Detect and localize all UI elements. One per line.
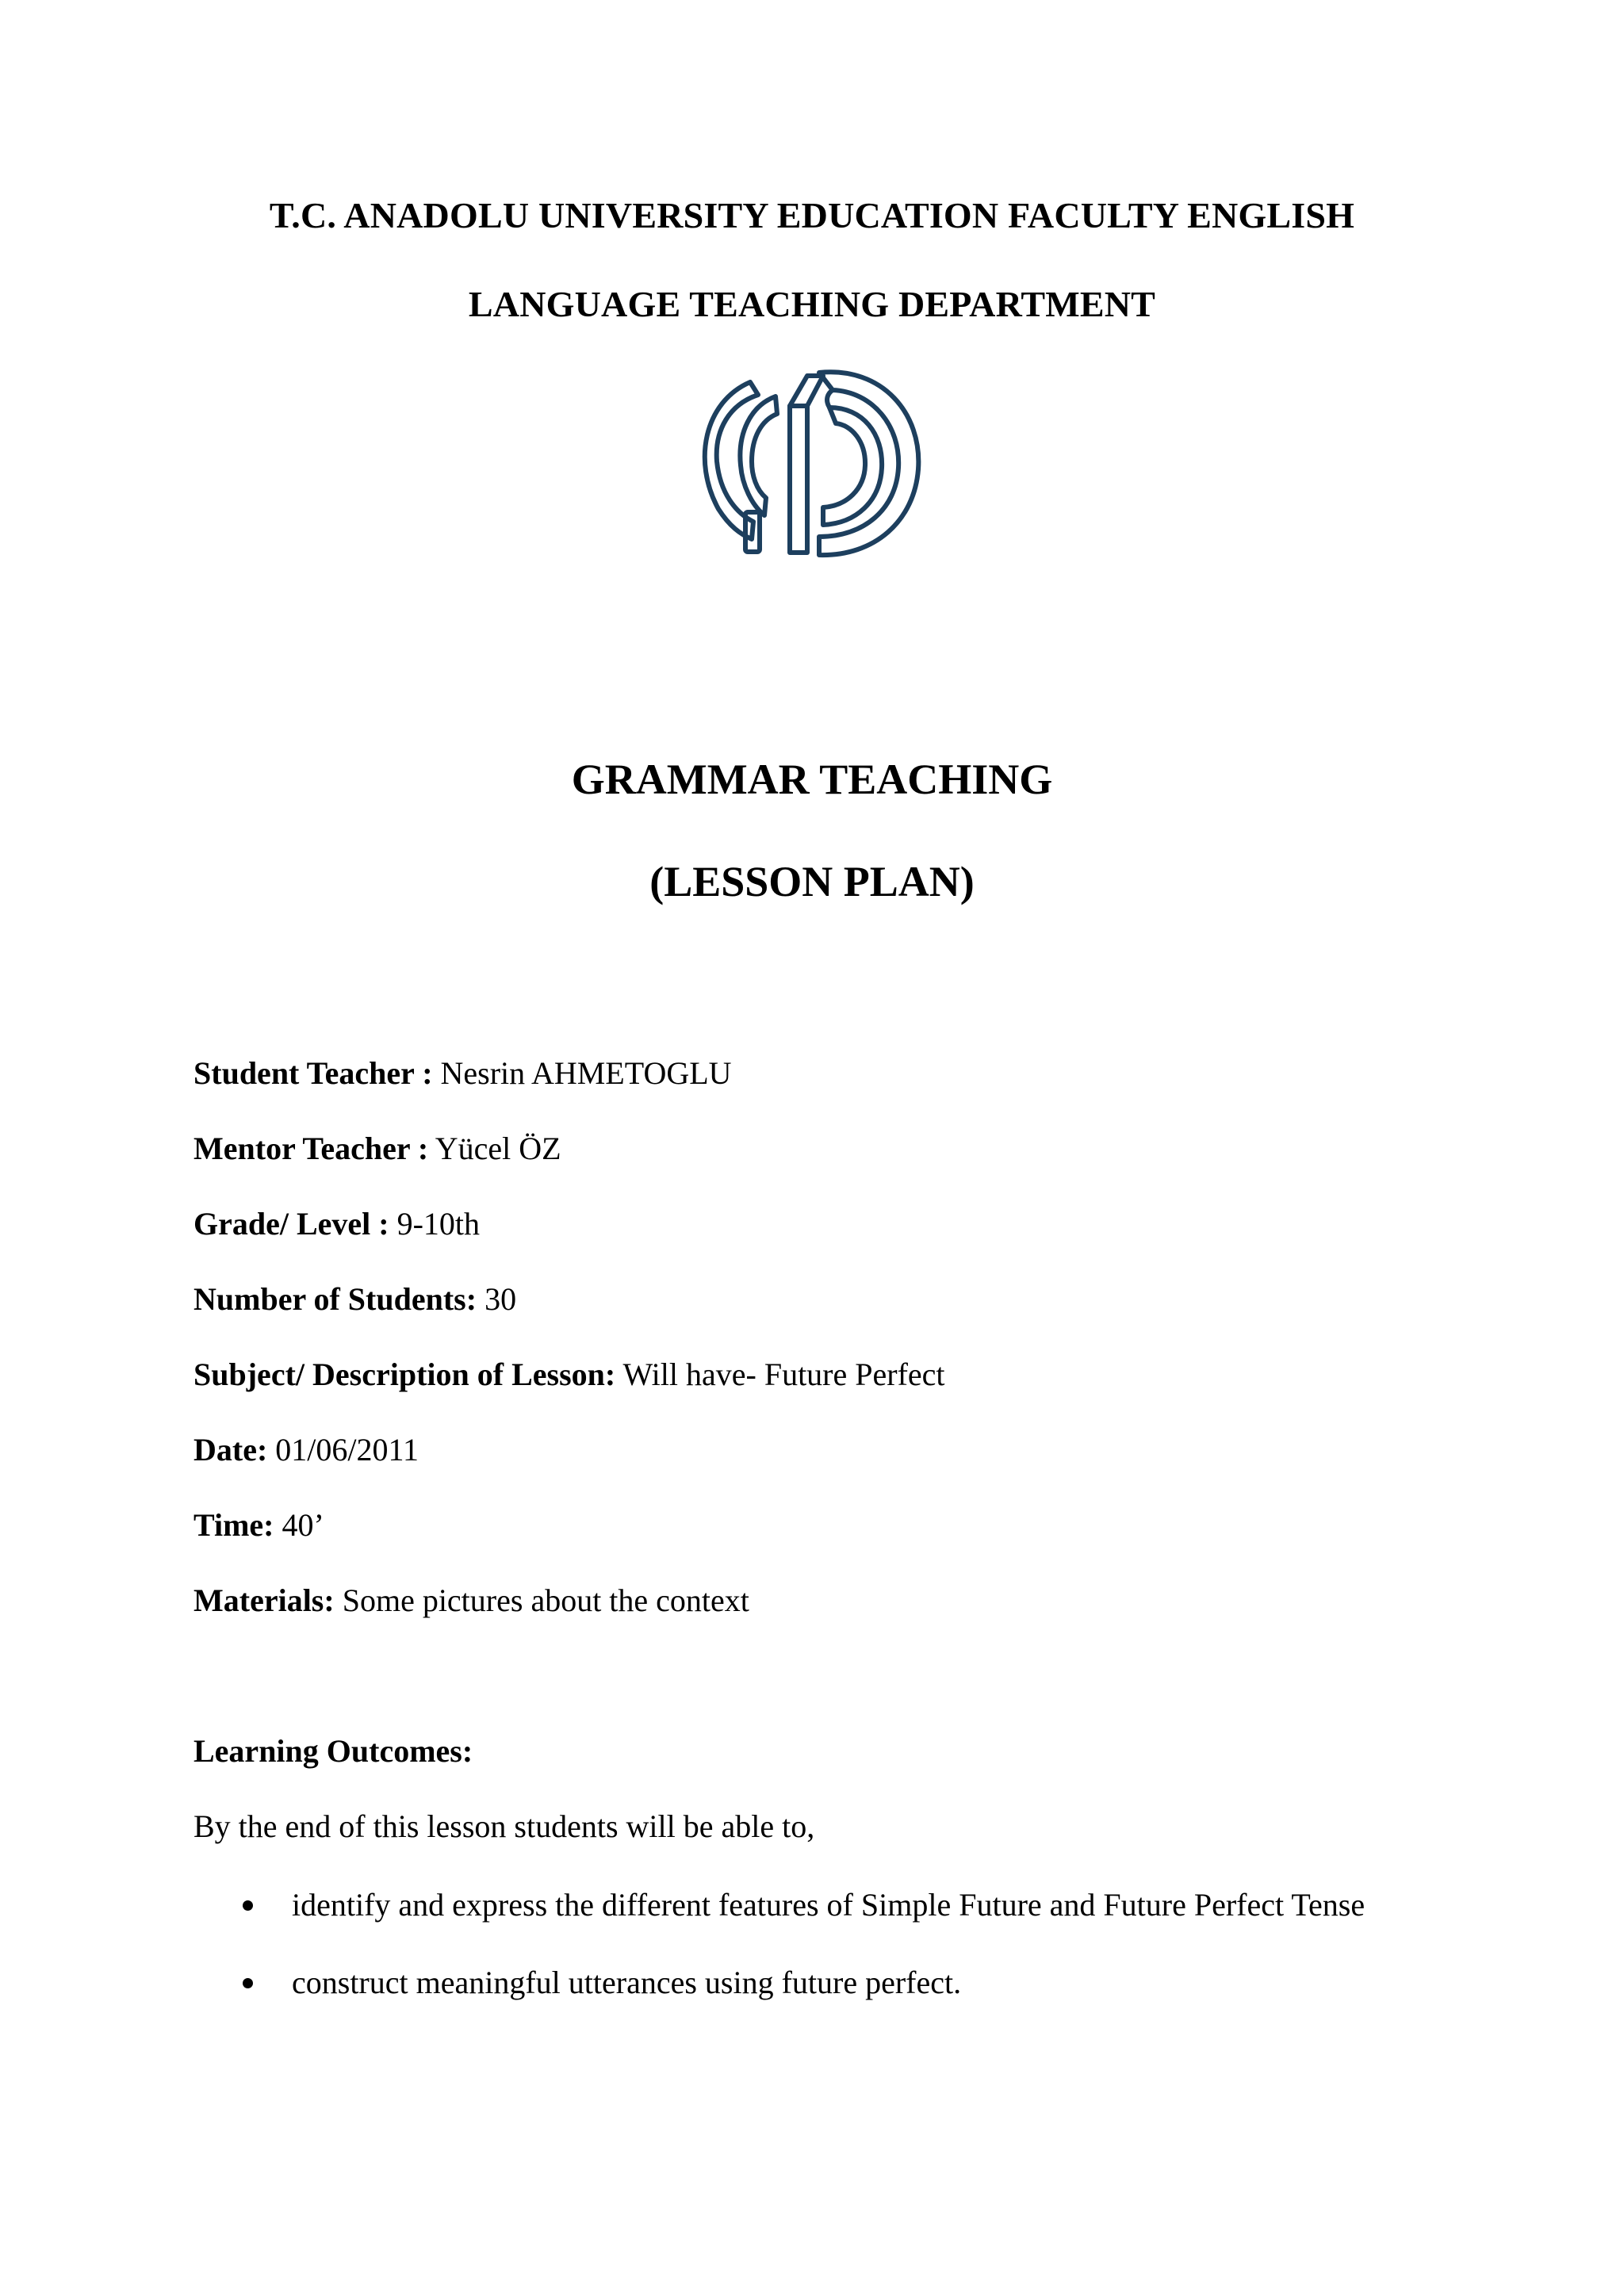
institution-header-line-1: T.C. ANADOLU UNIVERSITY EDUCATION FACULTY ENGLISH (269, 195, 1355, 235)
info-grade-level (193, 1203, 480, 1245)
info-value: Yücel ÖZ (435, 1131, 561, 1166)
info-value: 9-10th (396, 1206, 481, 1242)
info-label: Time: (193, 1507, 274, 1543)
info-student-teacher (193, 1053, 732, 1094)
info-time (193, 1505, 324, 1546)
document-title: GRAMMAR TEACHING (571, 756, 1053, 803)
institution-header-line-2: LANGUAGE TEACHING DEPARTMENT (468, 284, 1156, 324)
info-value: Will have- Future Perfect (622, 1357, 945, 1392)
info-label: Materials: (193, 1582, 335, 1618)
info-materials (193, 1580, 749, 1621)
info-subject (193, 1354, 945, 1395)
list-item-text: identify and express the different features of Simple Future and Future Perfect Tense (292, 1887, 1365, 1923)
info-label: Subject/ Description of Lesson: (193, 1357, 616, 1392)
list-item-text: construct meaningful utterances using future perfect. (292, 1965, 962, 2000)
learning-outcomes-heading (193, 1731, 473, 1772)
info-label: Mentor Teacher : (193, 1131, 429, 1166)
info-value: 40’ (282, 1507, 324, 1543)
document-subtitle: (LESSON PLAN) (649, 858, 975, 905)
info-label: Student Teacher : (193, 1055, 433, 1091)
info-value: 30 (485, 1281, 517, 1317)
info-label: Number of Students: (193, 1281, 477, 1317)
info-value: Nesrin AHMETOGLU (440, 1055, 732, 1091)
info-date (193, 1429, 419, 1471)
info-label: Grade/ Level : (193, 1206, 389, 1242)
info-mentor-teacher (193, 1128, 561, 1169)
info-value: 01/06/2011 (275, 1432, 419, 1468)
section-heading: Learning Outcomes: (193, 1733, 473, 1769)
bullet-icon (243, 1978, 253, 1988)
info-number-of-students (193, 1279, 516, 1320)
bullet-icon (243, 1900, 253, 1911)
learning-outcomes-intro: By the end of this lesson students will be able to, (193, 1808, 815, 1844)
info-label: Date: (193, 1432, 268, 1468)
anadolu-university-logo-icon (688, 358, 934, 572)
info-value: Some pictures about the context (342, 1582, 749, 1618)
